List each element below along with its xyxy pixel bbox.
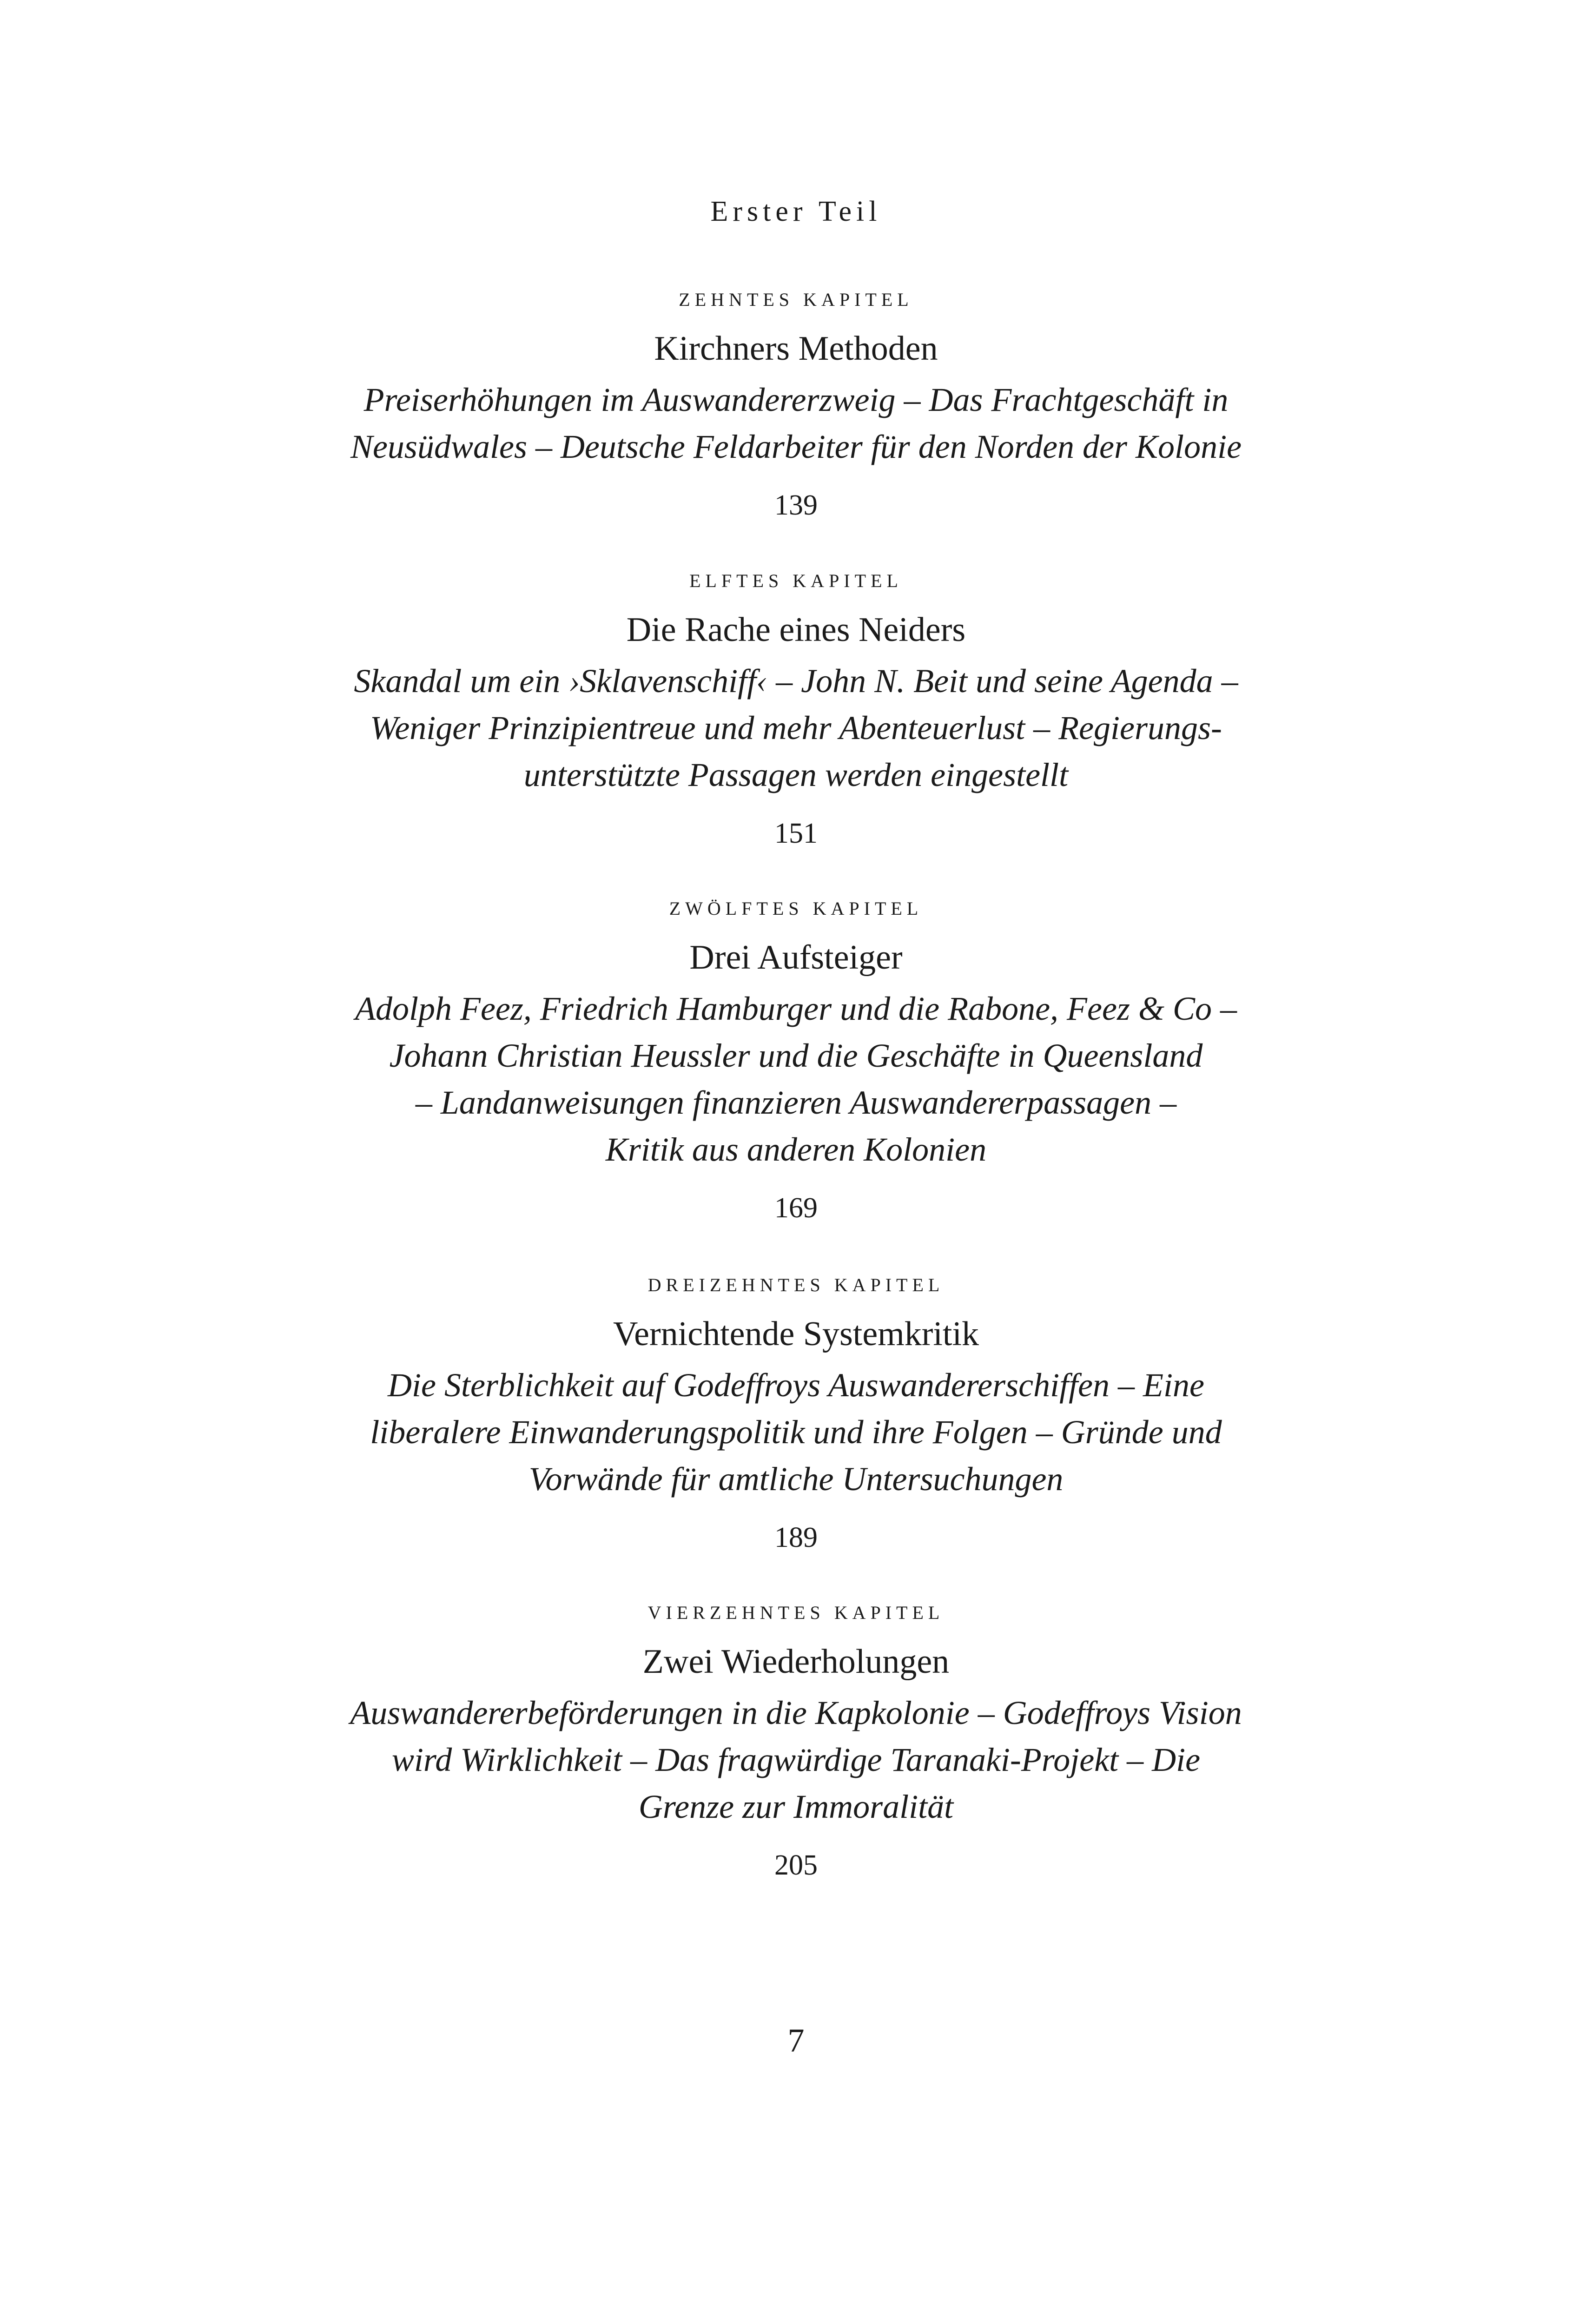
chapter-summary [0,376,1592,470]
chapter-entry-14 [0,1599,1592,1886]
summary-line: Auswandererbeförderungen in die Kapkolonie – Godeffroys Vision [350,1694,1242,1731]
summary-line: – Landanweisungen finanzieren Auswandererpassagen – [415,1084,1177,1121]
summary-line: Neusüdwales – Deutsche Feldarbeiter für den Norden der Kolonie [350,428,1242,465]
chapter-page-number: 169 [774,1192,818,1224]
chapter-summary [0,1362,1592,1503]
chapter-page-number: 205 [774,1849,818,1881]
chapter-label: ZEHNTES KAPITEL [679,289,913,310]
chapter-label: DREIZEHNTES KAPITEL [647,1274,945,1295]
summary-line: Adolph Feez, Friedrich Hamburger und die Rabone, Feez & Co – [355,990,1237,1027]
chapter-title: Die Rache eines Neiders [626,611,966,649]
summary-line: Preiserhöhungen im Auswandererzweig – Das Frachtgeschäft in [363,381,1229,418]
section-heading: Erster Teil [710,196,882,227]
chapter-entry-11 [0,567,1592,854]
chapter-label: ZWÖLFTES KAPITEL [669,898,923,919]
chapter-label: VIERZEHNTES KAPITEL [647,1602,945,1623]
summary-line: Vorwände für amtliche Untersuchungen [528,1460,1064,1498]
chapter-entry-10 [0,286,1592,526]
chapter-summary [0,985,1592,1173]
chapter-summary [0,1690,1592,1830]
summary-line: Grenze zur Immoralität [638,1788,954,1825]
chapter-page-number: 189 [774,1522,818,1553]
page-number: 7 [787,2022,805,2059]
summary-line: Skandal um ein ›Sklavenschiff‹ – John N. Beit und seine Agenda – [354,662,1238,700]
chapter-title: Drei Aufsteiger [689,938,903,977]
summary-line: liberalere Einwanderungspolitik und ihre Folgen – Gründe und [370,1413,1222,1451]
chapter-label: ELFTES KAPITEL [689,570,903,591]
chapter-title: Zwei Wiederholungen [642,1643,950,1681]
chapter-entry-12 [0,895,1592,1229]
chapter-page-number: 139 [774,489,818,521]
summary-line: Die Sterblichkeit auf Godeffroys Auswandererschiffen – Eine [387,1367,1204,1404]
summary-line: Weniger Prinzipientreue und mehr Abenteuerlust – Regierungs- [370,709,1222,746]
chapter-title: Kirchners Methoden [654,330,938,368]
chapter-summary [0,658,1592,799]
chapter-page-number: 151 [774,818,818,849]
summary-line: unterstützte Passagen werden eingestellt [523,756,1069,793]
summary-line: Kritik aus anderen Kolonien [605,1131,987,1168]
summary-line: Johann Christian Heussler und die Geschäfte in Queensland [389,1037,1203,1074]
chapter-title: Vernichtende Systemkritik [613,1315,979,1353]
chapter-entry-13 [0,1271,1592,1558]
summary-line: wird Wirklichkeit – Das fragwürdige Taranaki-Projekt – Die [391,1741,1201,1778]
